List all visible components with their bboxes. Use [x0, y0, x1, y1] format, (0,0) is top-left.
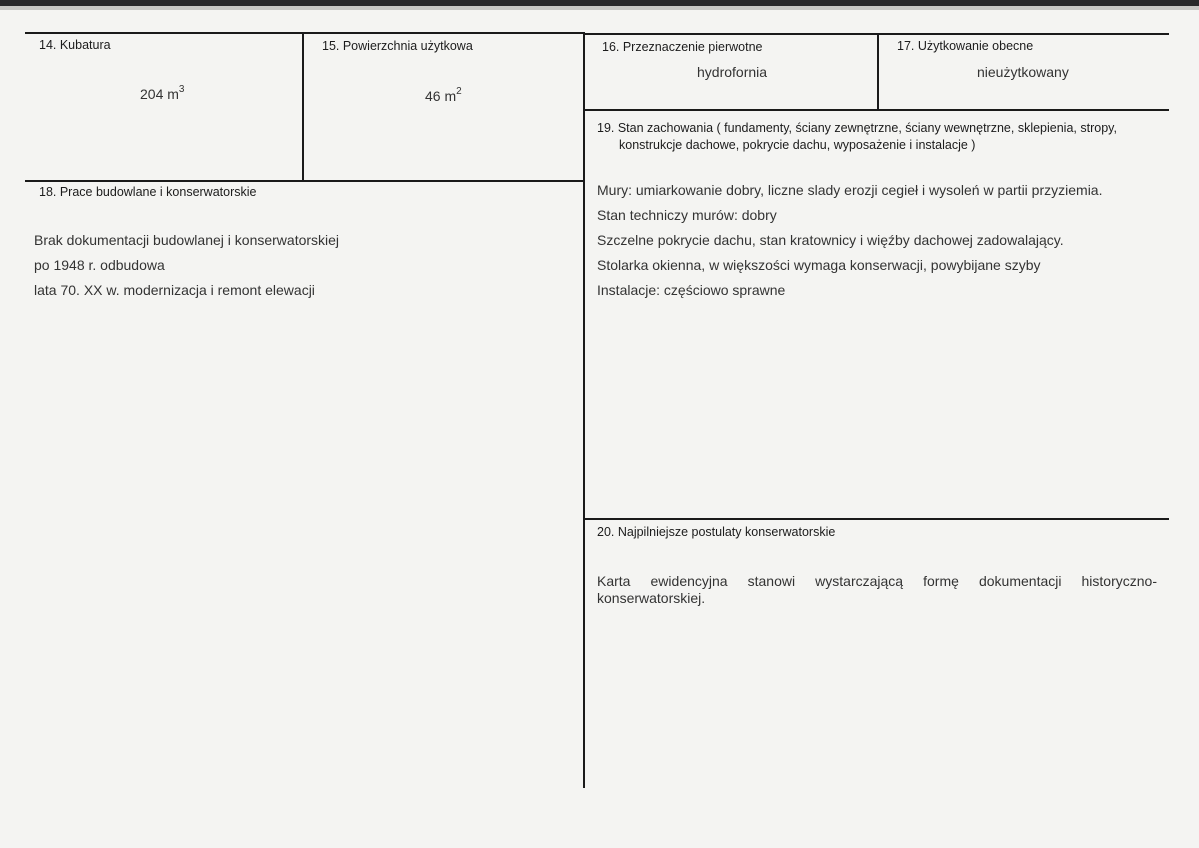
field-19-content [597, 178, 1102, 303]
field-15-label: 15. Powierzchnia użytkowa [322, 39, 473, 53]
field-16-value: hydrofornia [697, 64, 768, 80]
field-19-line: Szczelne pokrycie dachu, stan kratownicy i więźby dachowej zadowalający. [597, 232, 1064, 248]
field-19-line: Stolarka okienna, w większości wymaga konserwacji, powybijane szyby [597, 257, 1041, 273]
field-17-label: 17. Użytkowanie obecne [897, 39, 1034, 53]
scan-top-shadow [0, 6, 1199, 10]
field-17-value: nieużytkowany [977, 64, 1069, 80]
field-19-line: Instalacje: częściowo sprawne [597, 282, 786, 298]
field-20-label: 20. Najpilniejsze postulaty konserwatorskie [597, 525, 836, 539]
field-18-line: po 1948 r. odbudowa [34, 257, 165, 273]
rule-below-16-17 [585, 109, 1169, 111]
rule-above-20 [585, 518, 1169, 520]
field-20-content: Karta ewidencyjna stanowi wystarczającą formę dokumentacji historyczno-konserwatorskiej. [597, 573, 1157, 606]
field-14-unit-exponent: 3 [178, 84, 185, 95]
field-15-unit-exponent: 2 [456, 86, 462, 97]
field-19-line: Stan techniczy murów: dobry [597, 207, 777, 223]
field-16-label: 16. Przeznaczenie pierwotne [602, 40, 763, 54]
field-19-line: Mury: umiarkowanie dobry, liczne slady erozji cegieł i wysoleń w partii przyziemia. [597, 182, 1103, 198]
field-18-line: Brak dokumentacji budowlanej i konserwatorskiej [34, 232, 340, 248]
field-15-value [425, 88, 462, 104]
field-14-label: 14. Kubatura [39, 38, 111, 52]
field-18-label: 18. Prace budowlane i konserwatorskie [39, 185, 257, 199]
row1-left-top-rule [25, 32, 585, 34]
rule-above-18 [25, 180, 585, 182]
center-divider [583, 33, 585, 788]
field-14-value [140, 86, 184, 102]
field-18-line: lata 70. XX w. modernizacja i remont elewacji [34, 282, 315, 298]
field-19-label: 19. Stan zachowania ( fundamenty, ściany zewnętrzne, ściany wewnętrzne, sklepienia, stropy, konstrukcje dachowe, pokrycie dachu, wyposażenie i instalacje ) [597, 121, 1117, 152]
field-18-content [34, 228, 339, 303]
field-15-number: 46 m [425, 88, 457, 104]
divider-14-15 [302, 33, 304, 181]
field-14-number: 204 m [140, 86, 179, 102]
divider-16-17 [877, 33, 879, 111]
